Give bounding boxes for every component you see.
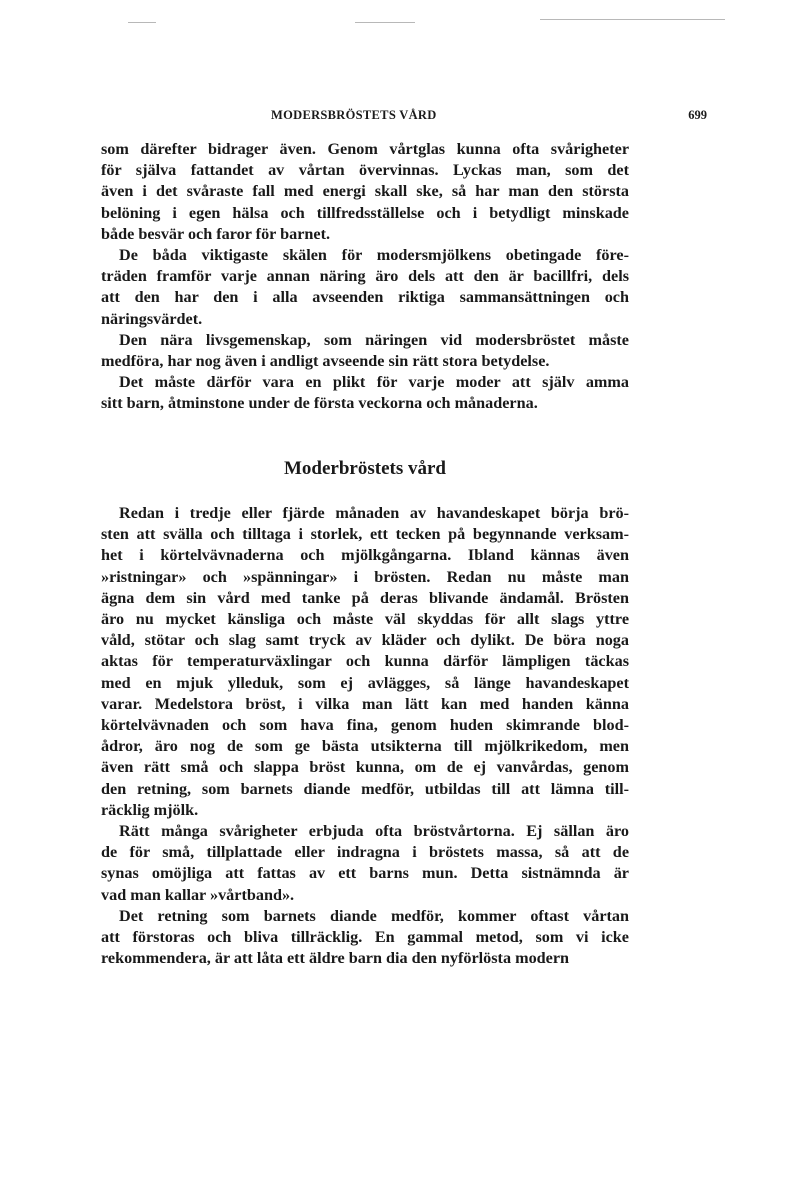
text-line: våld, stötar och slag samt tryck av kläder och dylikt. De böra noga bbox=[101, 631, 629, 650]
text-line: vad man kallar »vårtband». bbox=[101, 885, 295, 904]
text-line: näringsvärdet. bbox=[101, 309, 203, 328]
text-line: både besvär och faror för barnet. bbox=[101, 224, 331, 243]
section-heading: Moderbröstets vård bbox=[284, 458, 446, 479]
text-line: De båda viktigaste skälen för modersmjölkens obetingade före- bbox=[119, 246, 629, 265]
paragraph bbox=[101, 821, 629, 906]
text-line: belöning i egen hälsa och tillfredsställelse och i betydligt minskade bbox=[101, 203, 629, 222]
running-head bbox=[101, 108, 707, 128]
text-line: även i det svåraste fall med energi skall ske, så har man den största bbox=[101, 182, 629, 201]
paragraph bbox=[101, 245, 629, 330]
text-line: räcklig mjölk. bbox=[101, 800, 199, 819]
paragraph bbox=[101, 372, 629, 414]
text-line: aktas för temperaturväxlingar och kunna därför lämpligen täckas bbox=[101, 652, 629, 671]
paragraph bbox=[101, 139, 629, 245]
text-line: sitt barn, åtminstone under de första veckorna och månaderna. bbox=[101, 394, 538, 413]
text-line: ådror, äro nog de som ge bästa utsikterna till mjölkrikedom, men bbox=[101, 737, 629, 756]
text-line: Det måste därför vara en plikt för varje moder att själv amma bbox=[119, 373, 629, 392]
text-line: het i körtelvävnaderna och mjölkgångarna. Ibland kännas även bbox=[101, 546, 629, 565]
body-text-section bbox=[101, 503, 629, 969]
paragraph bbox=[101, 503, 629, 821]
text-line: Det retning som barnets diande medför, kommer oftast vårtan bbox=[119, 906, 629, 925]
text-line: att förstoras och bliva tillräcklig. En gammal metod, som vi icke bbox=[101, 928, 629, 947]
text-line: Den nära livsgemenskap, som näringen vid modersbröstet måste bbox=[119, 330, 629, 349]
text-line: medföra, har nog även i andligt avseende sin rätt stora betydelse. bbox=[101, 352, 550, 371]
page-number: 699 bbox=[688, 108, 707, 122]
text-line: »ristningar» och »spänningar» i brösten. Redan nu måste man bbox=[101, 567, 629, 586]
text-line: Rätt många svårigheter erbjuda ofta bröstvårtorna. Ej sällan äro bbox=[119, 822, 629, 841]
body-text-top bbox=[101, 139, 629, 415]
text-line: synas omöjliga att fattas av ett barns mun. Detta sistnämnda är bbox=[101, 864, 629, 883]
text-line: Redan i tredje eller fjärde månaden av havandeskapet börja brö- bbox=[119, 504, 629, 522]
text-line: körtelvävnaden och som hava fina, genom huden skimrande blod- bbox=[101, 716, 629, 735]
paragraph bbox=[101, 330, 629, 372]
paragraph bbox=[101, 906, 629, 970]
text-line: att den har den i alla avseenden riktiga sammansättningen och bbox=[101, 288, 629, 307]
text-line: som därefter bidrager även. Genom vårtglas kunna ofta svårigheter bbox=[101, 140, 629, 158]
text-line: varar. Medelstora bröst, i vilka man lätt kan med handen känna bbox=[101, 694, 629, 713]
text-line: även rätt små och slappa bröst kunna, om de ej vanvårdas, genom bbox=[101, 758, 629, 777]
text-line: sten att svälla och tilltaga i storlek, ett tecken på begynnande verksam- bbox=[101, 525, 629, 544]
text-line: för själva fattandet av vårtan övervinnas. Lyckas man, som det bbox=[101, 161, 629, 180]
text-line: de för små, tillplattade eller indragna i bröstets massa, så att de bbox=[101, 843, 629, 862]
text-line: den retning, som barnets diande medför, utbildas till att lämna till- bbox=[101, 779, 629, 798]
text-line: äro nu mycket känsliga och måste väl skyddas för allt slags yttre bbox=[101, 610, 629, 629]
text-line: rekommendera, är att låta ett äldre barn dia den nyförlösta modern bbox=[101, 949, 570, 968]
text-line: med en mjuk ylleduk, som ej avlägges, så länge havandeskapet bbox=[101, 673, 629, 692]
running-title: MODERSBRÖSTETS VÅRD bbox=[271, 108, 437, 122]
scan-artifact bbox=[0, 0, 808, 30]
text-line: träden framför varje annan näring äro dels att den är bacillfri, dels bbox=[101, 267, 629, 286]
text-line: ägna dem sin vård med tanke på deras blivande ändamål. Brösten bbox=[101, 588, 629, 607]
